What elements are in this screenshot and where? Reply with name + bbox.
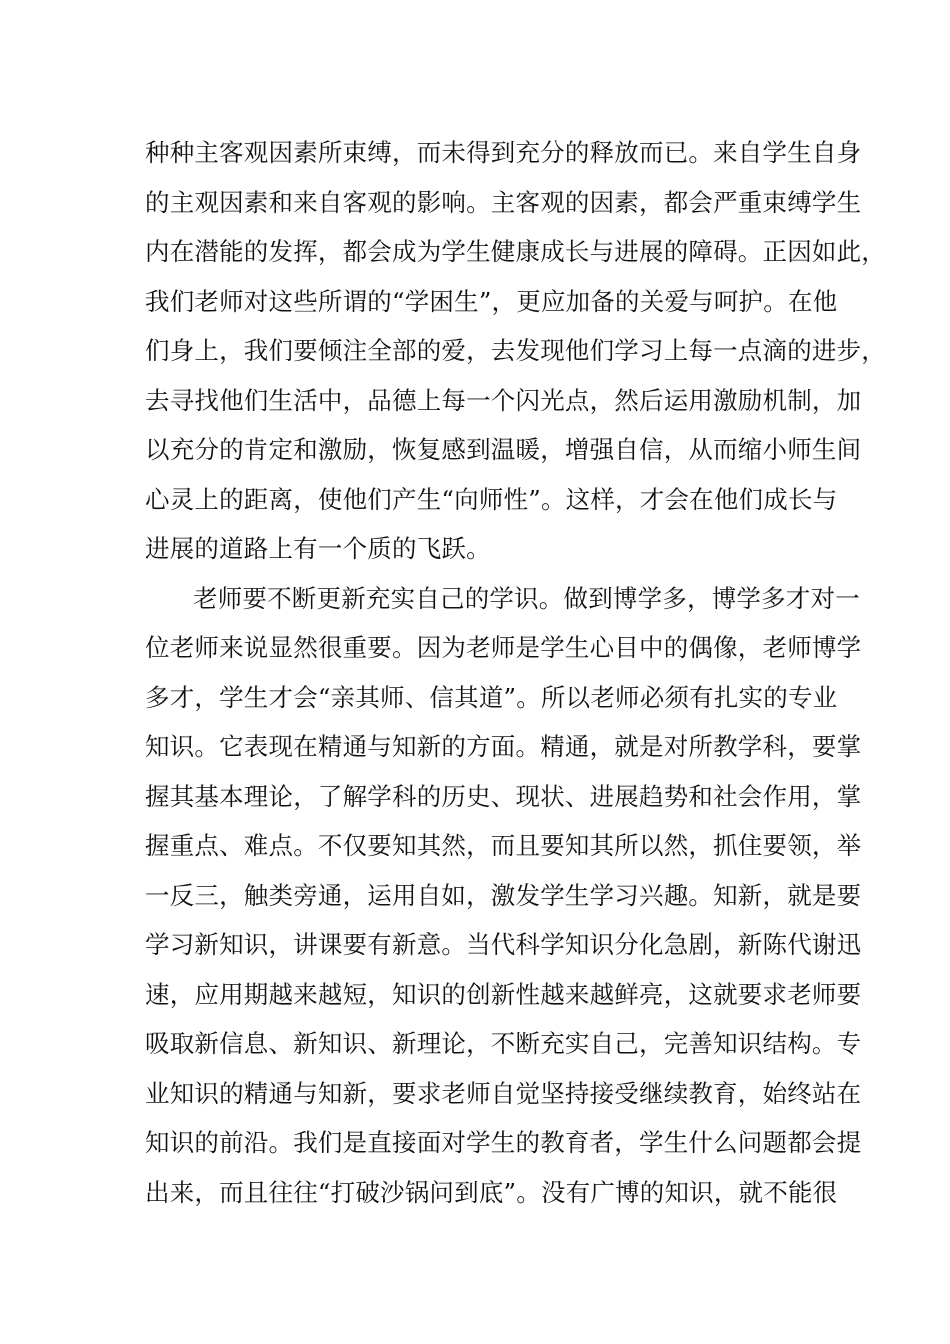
text-line: 知识的前沿。我们是直接面对学生的教育者，学生什么问题都会提 (145, 1128, 862, 1157)
text-line: 我们老师对这些所谓的“学困生”，更应加备的关爱与呵护。在他 (145, 286, 838, 316)
text-line: 握重点、难点。不仅要知其然，而且要知其所以然，抓住要领，举 (145, 831, 862, 860)
text-line: 的主观因素和来自客观的影响。主客观的因素，都会严重束缚学生 (145, 187, 862, 217)
paragraph-1 (145, 128, 886, 574)
text-line: 进展的道路上有一个质的飞跃。 (145, 534, 491, 563)
text-line: 握其基本理论，了解学科的历史、现状、进展趋势和社会作用，掌 (145, 781, 862, 811)
text-line: 种种主客观因素所束缚，而未得到充分的释放而已。来自学生自身 (145, 138, 862, 167)
text-line: 位老师来说显然很重要。因为老师是学生心目中的偶像，老师博学 (145, 633, 862, 662)
text-line: 心灵上的距离，使他们产生“向师性”。这样，才会在他们成长与 (145, 484, 838, 514)
text-line: 内在潜能的发挥，都会成为学生健康成长与进展的障碍。正因如此， (145, 237, 886, 266)
text-line: 去寻找他们生活中，品德上每一个闪光点，然后运用激励机制，加 (145, 385, 862, 415)
text-line: 业知识的精通与知新，要求老师自觉坚持接受继续教育，始终站在 (145, 1078, 862, 1108)
text-line: 出来，而且往往“打破沙锅问到底”。没有广博的知识，就不能很 (145, 1177, 838, 1207)
text-line: 知识。它表现在精通与知新的方面。精通，就是对所教学科，要掌 (145, 732, 862, 761)
text-line: 一反三，触类旁通，运用自如，激发学生学习兴趣。知新，就是要 (145, 880, 862, 910)
document-body (145, 128, 886, 1217)
text-line: 吸取新信息、新知识、新理论，不断充实自己，完善知识结构。专 (145, 1029, 862, 1058)
text-line: 学习新知识，讲课要有新意。当代科学知识分化急剧，新陈代谢迅 (145, 930, 862, 959)
text-line: 速，应用期越来越短，知识的创新性越来越鲜亮，这就要求老师要 (145, 979, 862, 1009)
text-line: 们身上，我们要倾注全部的爱，去发现他们学习上每一点滴的进步， (145, 336, 886, 365)
text-line: 以充分的肯定和激励，恢复感到温暖，增强自信，从而缩小师生间 (145, 435, 862, 464)
text-line: 老师要不断更新充实自己的学识。做到博学多，博学多才对一 (193, 583, 860, 613)
text-line: 多才，学生才会“亲其师、信其道”。所以老师必须有扎实的专业 (145, 682, 838, 712)
paragraph-2 (145, 574, 862, 1218)
